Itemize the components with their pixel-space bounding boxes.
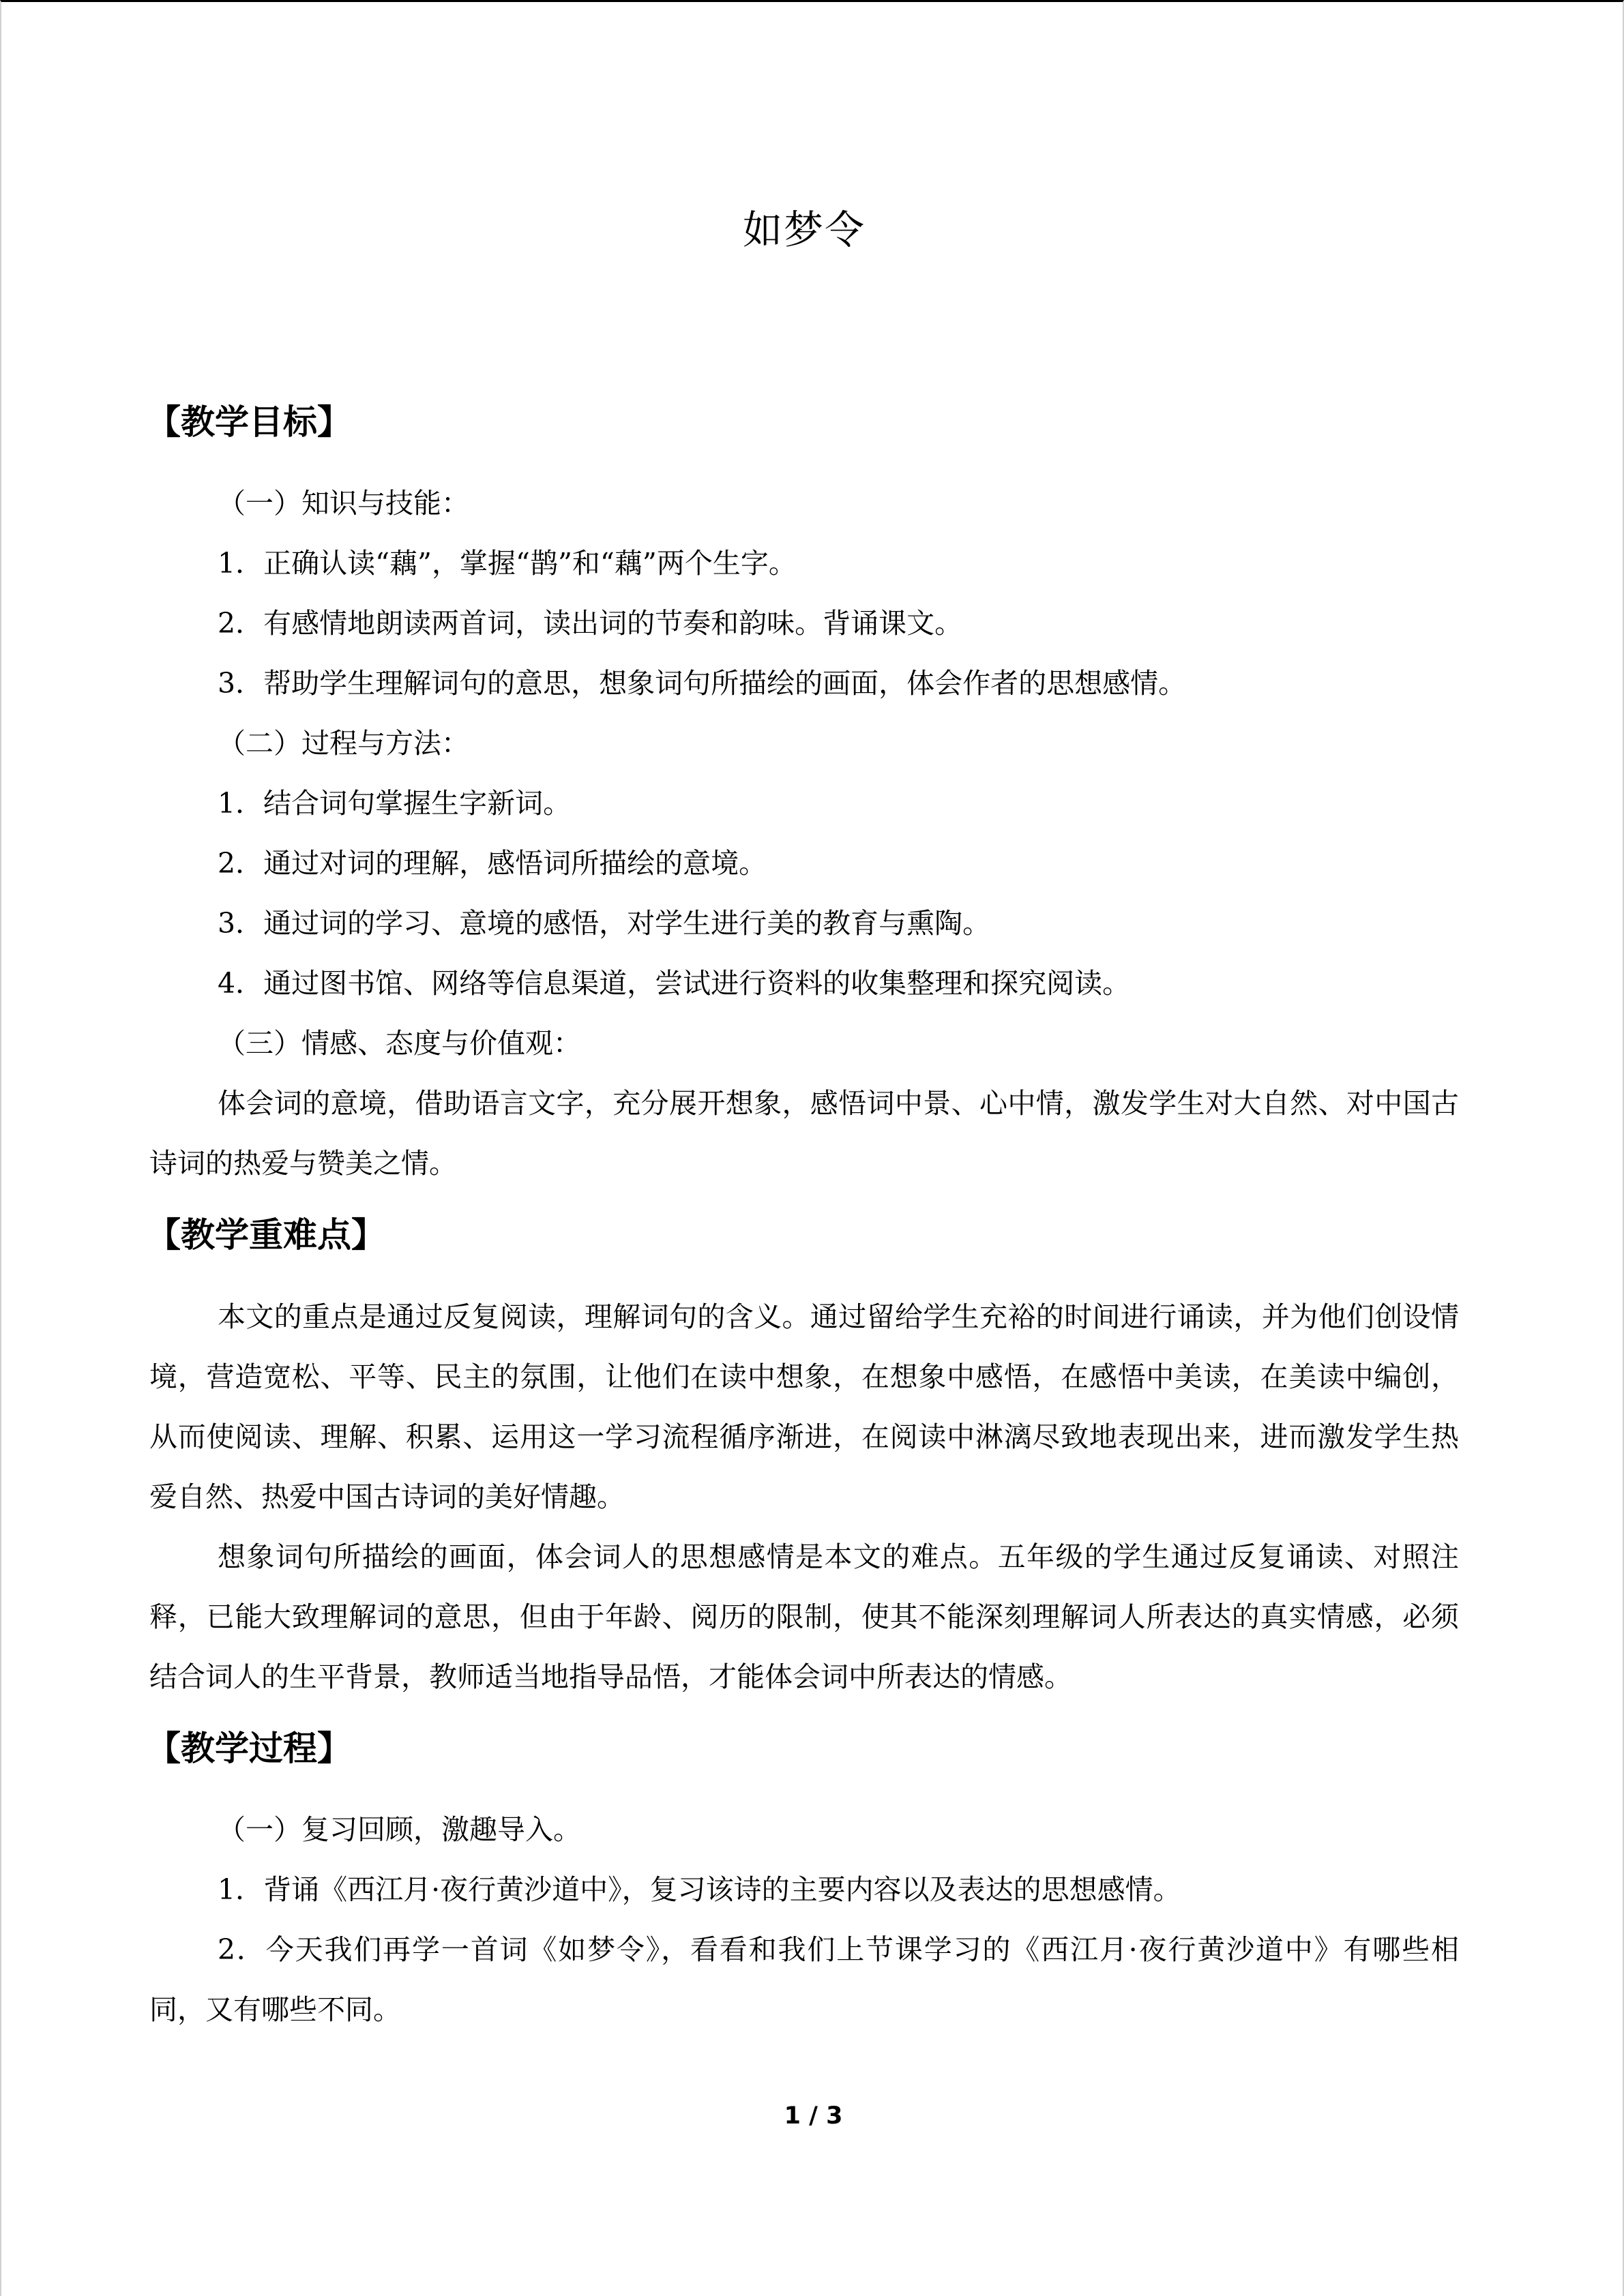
subheading: （一）复习回顾，激趣导入。	[218, 1813, 581, 1847]
list-item: 3．帮助学生理解词句的意思，想象词句所描绘的画面，体会作者的思想感情。	[218, 667, 1187, 700]
document-title: 如梦令	[742, 207, 866, 253]
list-item: 1．正确认读“藕”，掌握“鹊”和“藕”两个生字。	[218, 547, 797, 580]
section-heading: 【教学重难点】	[147, 1215, 385, 1255]
subheading: （二）过程与方法：	[218, 727, 469, 760]
list-item: 3．通过词的学习、意境的感悟，对学生进行美的教育与熏陶。	[218, 907, 991, 940]
paragraph: 体会词的意境，借助语言文字，充分展开想象，感悟词中景、心中情，激发学生对大自然、对中国古诗词的热爱与赞美之情。	[149, 1087, 1459, 1180]
list-item: 2．今天我们再学一首词《如梦令》，看看和我们上节课学习的《西江月·夜行黄沙道中》有哪些相同，又有哪些不同。	[149, 1933, 1459, 2027]
subheading: （三）情感、态度与价值观：	[218, 1027, 581, 1060]
list-item: 1．结合词句掌握生字新词。	[218, 787, 572, 820]
page-content	[149, 207, 1459, 2060]
section-heading: 【教学过程】	[147, 1728, 351, 1768]
page-number: 1 / 3	[784, 2102, 843, 2130]
list-item: 2．通过对词的理解，感悟词所描绘的意境。	[218, 847, 767, 880]
subheading: （一）知识与技能：	[218, 487, 469, 520]
section-key-points	[149, 1214, 1459, 1707]
paragraph: 想象词句所描绘的画面，体会词人的思想感情是本文的难点。五年级的学生通过反复诵读、对照注释，已能大致理解词的意思，但由于年龄、阅历的限制，使其不能深刻理解词人所表达的真实情感，必须结合词人的生平背景，教师适当地指导品悟，才能体会词中所表达的情感。	[149, 1540, 1459, 1693]
section-teaching-goals	[149, 401, 1459, 1194]
list-item: 2．有感情地朗读两首词，读出词的节奏和韵味。背诵课文。	[218, 607, 963, 640]
section-heading: 【教学目标】	[147, 402, 351, 442]
paragraph: 本文的重点是通过反复阅读，理解词句的含义。通过留给学生充裕的时间进行诵读，并为他们创设情境，营造宽松、平等、民主的氛围，让他们在读中想象，在想象中感悟，在感悟中美读，在美读中编创，从而使阅读、理解、积累、运用这一学习流程循序渐进，在阅读中淋漓尽致地表现出来，进而激发学生热爱自然、热爱中国古诗词的美好情趣。	[149, 1300, 1459, 1513]
list-item: 1．背诵《西江月·夜行黄沙道中》，复习该诗的主要内容以及表达的思想感情。	[218, 1873, 1181, 1907]
list-item: 4．通过图书馆、网络等信息渠道，尝试进行资料的收集整理和探究阅读。	[218, 967, 1131, 1000]
section-teaching-process	[149, 1727, 1459, 2040]
